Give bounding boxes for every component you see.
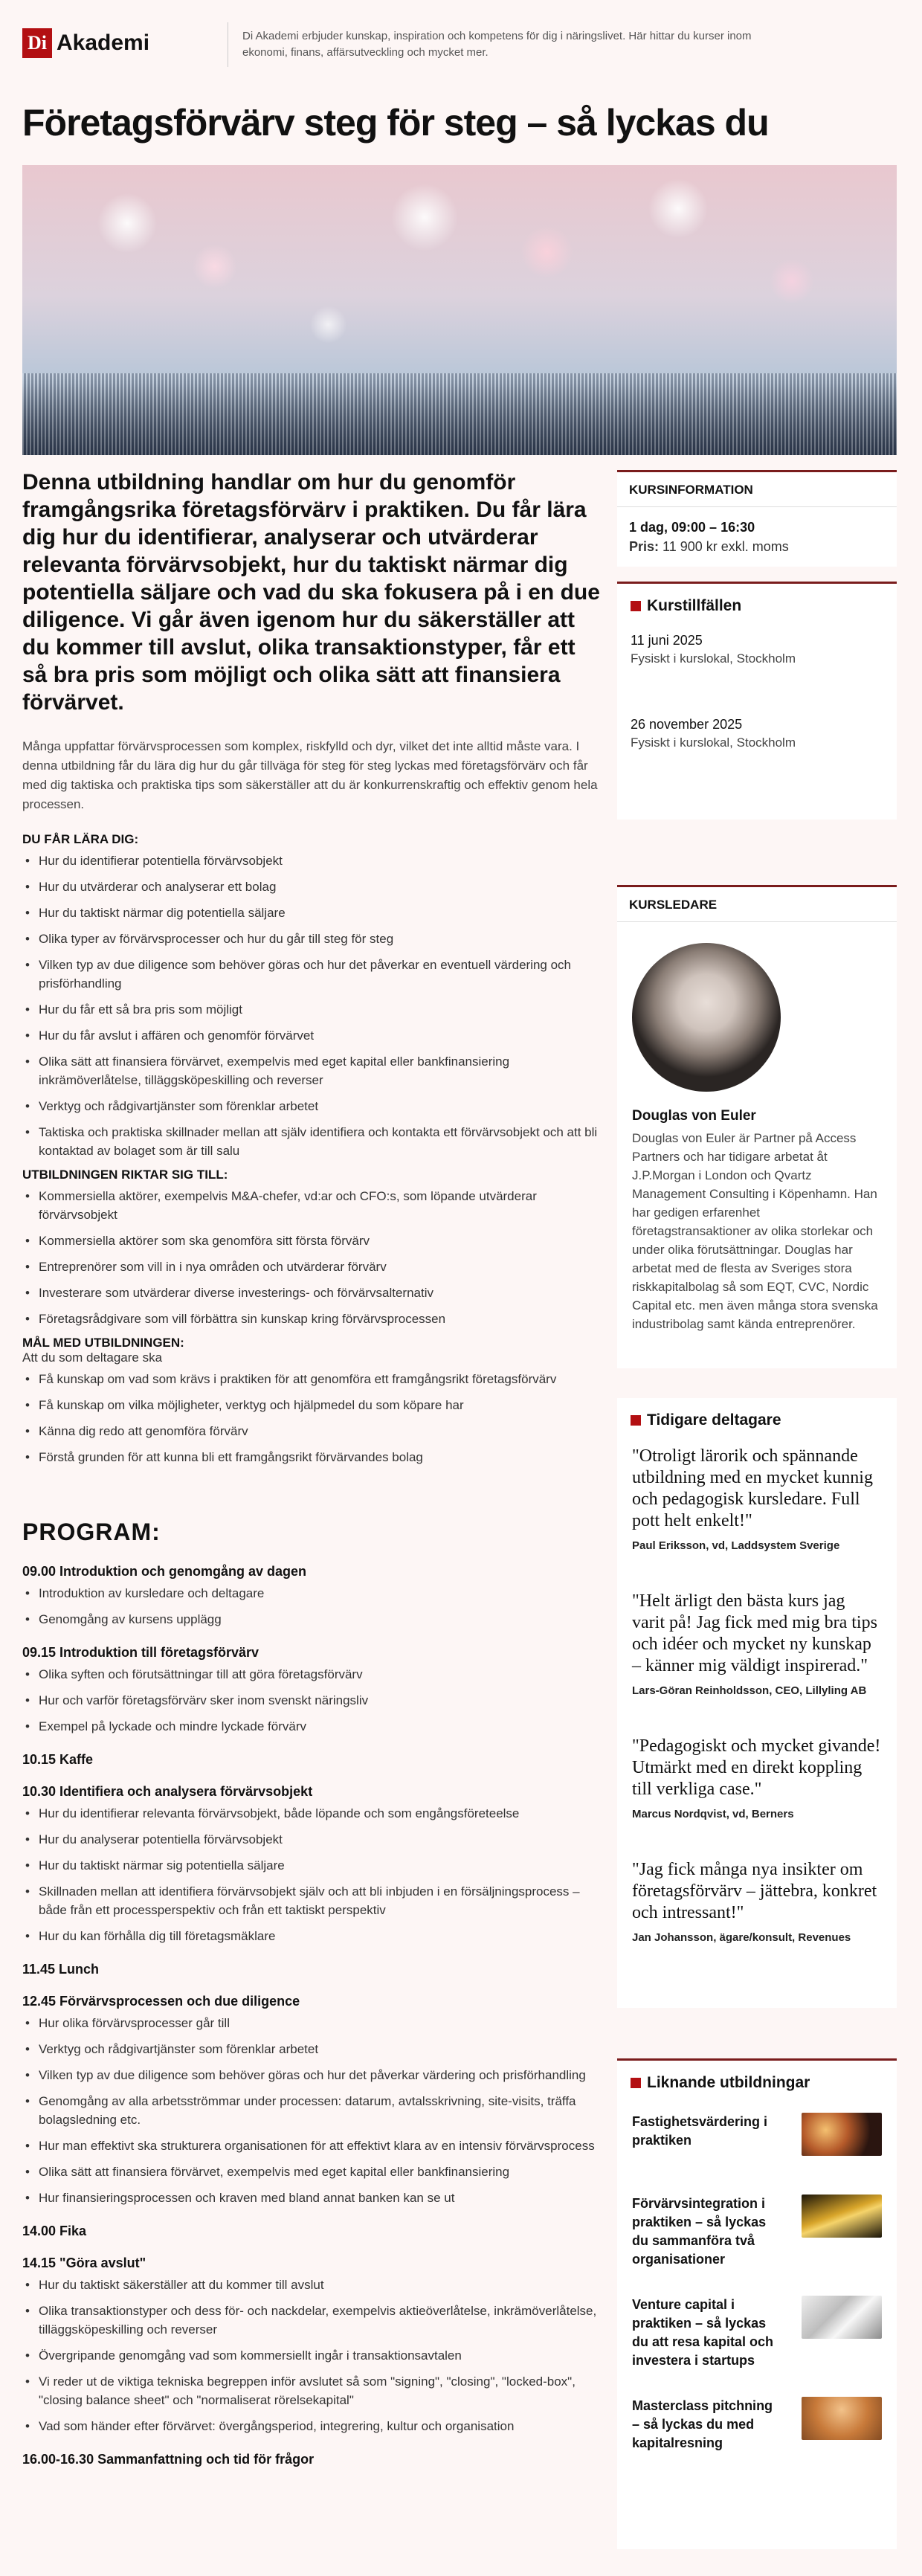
course-duration: 1 dag, 09:00 – 16:30	[629, 520, 755, 535]
list-item: • Hur man effektivt ska strukturera organisationen för att effektivt klara av en intensiv förvärvsprocess	[22, 2137, 602, 2155]
related-card	[617, 2058, 897, 2549]
program-slot-title: 09.00 Introduktion och genomgång av dagen	[22, 1564, 307, 1579]
testimonial-quote: "Otroligt lärorik och spännande utbildning med en mycket kunnig och pedagogisk kursledare. Full pott helt enkelt!"	[632, 1446, 873, 1530]
testimonials-heading	[617, 1398, 897, 1437]
header-tagline: Di Akademi erbjuder kunskap, inspiration och kompetens för dig i näringslivet. Här hittar du kurser inom ekonomi, finans, affärsutveckling och mycket mer.	[242, 30, 752, 59]
page-title: Företagsförvärv steg för steg – så lyckas du	[22, 102, 769, 144]
program-slot	[22, 2224, 602, 2239]
list-item: • Hur finansieringsprocessen och kraven med bland annat banken kan se ut	[22, 2189, 602, 2207]
list-item: • Investerare som utvärderar diverse investerings- och förvärvsalternativ	[22, 1284, 602, 1302]
related-course-thumbnail[interactable]	[802, 2195, 882, 2238]
testimonial-quote: "Helt ärligt den bästa kurs jag varit på! Jag fick med mig bra tips och idéer och mycket ny kunskap – känner mig väldigt inspirerad."	[632, 1591, 877, 1675]
program-slot	[22, 1564, 602, 1629]
program-slot-title: 12.45 Förvärvsprocessen och due diligence	[22, 1994, 300, 2009]
list-item: • Verktyg och rådgivartjänster som förenklar arbetet	[22, 1097, 602, 1115]
list-item: • Hur du identifierar potentiella förvärvsobjekt	[22, 851, 602, 870]
program-slot	[22, 2255, 602, 2435]
square-icon	[631, 1415, 641, 1426]
sessions-card	[617, 582, 897, 820]
list-item: • Skillnaden mellan att identifiera förvärvsobjekt själv och att bli inbjuden i en försäljningsprocess – både från ett processperspektiv och från ett taktiskt perspektiv	[22, 1882, 602, 1919]
list-item: • Hur du taktiskt säkerställer att du kommer till avslut	[22, 2276, 602, 2294]
list-item: • Företagsrådgivare som vill förbättra sin kunskap kring förvärvsprocessen	[22, 1310, 602, 1328]
program-slot	[22, 1752, 602, 1768]
goals-subtitle: Att du som deltagare ska	[22, 1350, 163, 1365]
session-item[interactable]	[617, 706, 897, 761]
teacher-title: KURSLEDARE	[617, 887, 897, 922]
program-slot-title: 14.00 Fika	[22, 2224, 87, 2238]
list-item: • Olika typer av förvärvsprocesser och hur du går till steg för steg	[22, 930, 602, 948]
testimonial	[617, 1437, 897, 1561]
teacher-name: Douglas von Euler	[632, 1108, 756, 1124]
program-title: PROGRAM:	[22, 1519, 161, 1545]
list-item: • Förstå grunden för att kunna bli ett framgångsrikt förvärvandes bolag	[22, 1448, 602, 1466]
testimonial-quote: "Jag fick många nya insikter om företagsförvärv – jättebra, konkret och intressant!"	[632, 1860, 877, 1922]
list-item: • Hur du taktiskt närmar dig potentiella säljare	[22, 904, 602, 922]
program-slot-items	[22, 1584, 602, 1629]
list-item: • Vad som händer efter förvärvet: övergångsperiod, integrering, kultur och organisation	[22, 2417, 602, 2435]
price-label: Pris:	[629, 539, 660, 554]
list-item: • Hur du taktiskt närmar sig potentiella säljare	[22, 1856, 602, 1875]
testimonial	[617, 1582, 897, 1706]
list-item: • Genomgång av alla arbetsströmmar under processen: datarum, avtalsskrivning, site-visits, träffa bolagsledning etc.	[22, 2092, 602, 2129]
related-course[interactable]	[617, 2181, 897, 2282]
program-slot-title: 11.45 Lunch	[22, 1962, 100, 1977]
related-course[interactable]	[617, 2282, 897, 2383]
list-item: • Vilken typ av due diligence som behöver göras och hur det påverkar värdering och prisförhandling	[22, 2066, 602, 2084]
audience-title: UTBILDNINGEN RIKTAR SIG TILL:	[22, 1168, 228, 1182]
program-slot	[22, 1994, 602, 2207]
list-item: • Hur du kan förhålla dig till företagsmäklare	[22, 1927, 602, 1945]
list-item: • Olika sätt att finansiera förvärvet, exempelvis med eget kapital eller bankfinansiering inkrämöverlåtelse, tilläggsköpeskilling och reverser	[22, 1052, 602, 1089]
program-slot-title: 09.15 Introduktion till företagsförvärv	[22, 1645, 259, 1660]
list-item: • Övergripande genomgång vad som kommersiellt ingår i transaktionsavtalen	[22, 2346, 602, 2365]
main-content	[22, 468, 602, 2484]
list-item: • Kommersiella aktörer, exempelvis M&A-chefer, vd:ar och CFO:s, som löpande utvärderar förvärvsobjekt	[22, 1187, 602, 1224]
logo-text: Akademi	[57, 30, 150, 55]
session-place: Fysiskt i kurslokal, Stockholm	[631, 735, 796, 750]
testimonials-title: Tidigare deltagare	[647, 1411, 781, 1429]
site-header	[0, 0, 922, 89]
intro-paragraph: Många uppfattar förvärvsprocessen som komplex, riskfylld och dyr, vilket det inte alltid måste vara. I denna utbildning får du lära dig hur du går tillväga för steg för steg lyckas med företagsförvärv och får med dig taktiska och praktiska tips som säkerställer att du är konkurrenskraftig och effektiv genom hela processen.	[22, 739, 598, 811]
related-course-thumbnail[interactable]	[802, 2113, 882, 2156]
related-course-title[interactable]: Venture capital i praktiken – så lyckas du att resa kapital och investera i startups	[632, 2297, 774, 2368]
program-list	[22, 1564, 602, 2467]
related-course-title[interactable]: Fastighetsvärdering i praktiken	[632, 2114, 768, 2148]
lead-paragraph: Denna utbildning handlar om hur du genomför framgångsrika företagsförvärv i praktiken. Du får lära dig hur du identifierar, analyserar och utvärderar relevanta förvärvsobjekt, hur du taktiskt närmar dig potentiella säljare och vad du ska fokusera på i en due diligence. Vi går även igenom hur du säkerställer att du kommer till avslut, olika transaktionstyper, får ett så bra pris som möjligt och olika sätt att finansiera förvärvet.	[22, 470, 600, 715]
course-info-card	[617, 470, 897, 567]
related-title: Liknande utbildningar	[647, 2074, 810, 2091]
testimonial-quote: "Pedagogiskt och mycket givande! Utmärkt med en direkt koppling till verkliga case."	[632, 1736, 881, 1799]
sessions-title: Kurstillfällen	[647, 597, 742, 614]
session-date: 26 november 2025	[631, 717, 743, 732]
list-item: • Exempel på lyckade och mindre lyckade förvärv	[22, 1717, 602, 1736]
list-item: • Hur du analyserar potentiella förvärvsobjekt	[22, 1830, 602, 1849]
program-slot-items	[22, 2276, 602, 2435]
related-course-thumbnail[interactable]	[802, 2397, 882, 2440]
list-item: • Hur olika förvärvsprocesser går till	[22, 2014, 602, 2032]
related-course-title[interactable]: Förvärvsintegration i praktiken – så lyckas du sammanföra två organisationer	[632, 2196, 767, 2267]
list-item: • Hur du får ett så bra pris som möjligt	[22, 1000, 602, 1019]
list-item: • Känna dig redo att genomföra förvärv	[22, 1422, 602, 1440]
teacher-avatar	[632, 943, 781, 1092]
list-item: • Få kunskap om vad som krävs i praktiken för att genomföra ett framgångsrikt företagsförvärv	[22, 1370, 602, 1388]
audience-list	[22, 1187, 602, 1328]
session-item[interactable]	[617, 622, 897, 677]
session-date: 11 juni 2025	[631, 633, 703, 648]
program-slot-title: 10.30 Identifiera och analysera förvärvsobjekt	[22, 1784, 313, 1799]
logo[interactable]	[22, 28, 149, 58]
list-item: • Entreprenörer som vill in i nya områden och utvärderar förvärv	[22, 1258, 602, 1276]
logo-mark: Di	[22, 28, 52, 58]
list-item: • Hur och varför företagsförvärv sker inom svenskt näringsliv	[22, 1691, 602, 1710]
list-item: • Hur du får avslut i affären och genomför förvärvet	[22, 1026, 602, 1045]
learn-list	[22, 851, 602, 1160]
list-item: • Olika transaktionstyper och dess för- och nackdelar, exempelvis aktieöverlåtelse, inkrämöverlåtelse, tilläggsköpeskilling och reverser	[22, 2302, 602, 2339]
related-course-title[interactable]: Masterclass pitchning – så lyckas du med kapitalresning	[632, 2398, 773, 2450]
list-item: • Olika sätt att finansiera förvärvet, exempelvis med eget kapital eller bankfinansiering	[22, 2163, 602, 2181]
list-item: • Få kunskap om vilka möjligheter, verktyg och hjälpmedel du som köpare har	[22, 1396, 602, 1414]
testimonial-author: Paul Eriksson, vd, Laddsystem Sverige	[632, 1539, 840, 1552]
course-price: 11 900 kr exkl. moms	[663, 539, 789, 554]
list-item: • Verktyg och rådgivartjänster som förenklar arbetet	[22, 2040, 602, 2058]
program-slot	[22, 1784, 602, 1945]
testimonial	[617, 1727, 897, 1829]
testimonial-author: Jan Johansson, ägare/konsult, Revenues	[632, 1931, 851, 1944]
learn-title: DU FÅR LÄRA DIG:	[22, 832, 139, 846]
testimonials-card	[617, 1398, 897, 2008]
related-course-thumbnail[interactable]	[802, 2296, 882, 2339]
testimonial-author: Lars-Göran Reinholdsson, CEO, Lillyling AB	[632, 1684, 867, 1697]
testimonial-author: Marcus Nordqvist, vd, Berners	[632, 1808, 794, 1820]
related-course[interactable]	[617, 2383, 897, 2466]
program-slot-title: 10.15 Kaffe	[22, 1752, 94, 1767]
program-slot	[22, 2452, 602, 2467]
square-icon	[631, 2078, 641, 2088]
program-slot-items	[22, 1804, 602, 1945]
list-item: • Introduktion av kursledare och deltagare	[22, 1584, 602, 1603]
list-item: • Hur du utvärderar och analyserar ett bolag	[22, 878, 602, 896]
session-place: Fysiskt i kurslokal, Stockholm	[631, 651, 796, 666]
program-slot-title: 14.15 "Göra avslut"	[22, 2255, 146, 2270]
sessions-heading	[617, 584, 897, 622]
list-item: • Kommersiella aktörer som ska genomföra sitt första förvärv	[22, 1231, 602, 1250]
testimonial	[617, 1850, 897, 1953]
list-item: • Taktiska och praktiska skillnader mellan att själv identifiera och kontakta ett förvärvsobjekt och att bli kontaktad av bolaget som är till salu	[22, 1123, 602, 1160]
list-item: • Olika syften och förutsättningar till att göra företagsförvärv	[22, 1665, 602, 1684]
hero-image	[22, 165, 897, 455]
program-slot	[22, 1645, 602, 1736]
square-icon	[631, 601, 641, 611]
list-item: • Genomgång av kursens upplägg	[22, 1610, 602, 1629]
list-item: • Vi reder ut de viktiga tekniska begreppen inför avslutet så som "signing", "closing", "locked-box", "closing balance sheet" och "normaliserat rörelsekapital"	[22, 2372, 602, 2409]
list-item: • Vilken typ av due diligence som behöver göras och hur det påverkar en eventuell värdering och prisförhandling	[22, 956, 602, 993]
goals-list	[22, 1370, 602, 1466]
list-item: • Hur du identifierar relevanta förvärvsobjekt, både löpande och som engångsföreteelse	[22, 1804, 602, 1823]
program-slot-title: 16.00-16.30 Sammanfattning och tid för frågor	[22, 2452, 315, 2467]
teacher-card	[617, 885, 897, 1368]
program-slot	[22, 1962, 602, 1977]
course-info-title: KURSINFORMATION	[617, 472, 897, 507]
program-slot-items	[22, 1665, 602, 1736]
teacher-bio: Douglas von Euler är Partner på Access Partners och har tidigare arbetat åt J.P.Morgan i London och Qvartz Management Consulting i Köpenhamn. Han har gedigen erfarenhet företagstransaktioner av olika storlekar och under olika förutsättningar. Douglas har arbetat med de flesta av Sveriges stora riskkapitalbolag så som EQT, CVC, Nordic Capital etc. men även många stora svenska industribolag samt kända entreprenörer.	[632, 1131, 878, 1331]
related-course[interactable]	[617, 2099, 897, 2181]
related-heading	[617, 2061, 897, 2099]
program-slot-items	[22, 2014, 602, 2207]
goals-title: MÅL MED UTBILDNINGEN:	[22, 1336, 184, 1350]
